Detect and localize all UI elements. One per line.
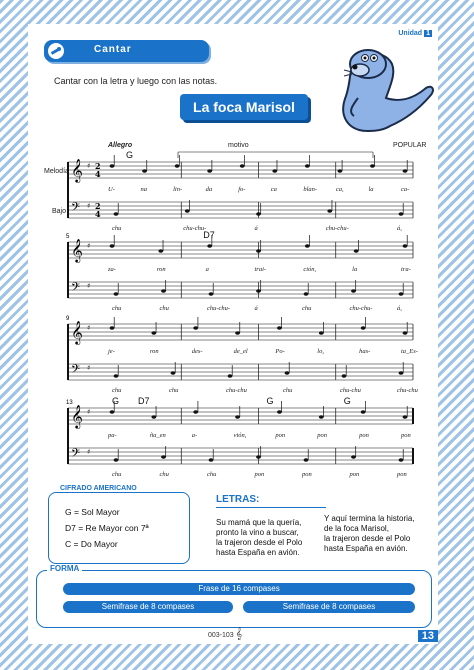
bass-lyric: chu — [112, 387, 122, 394]
time-signature-top: 2 — [95, 201, 101, 211]
melody-note — [193, 410, 198, 414]
melody-lyric: pon — [401, 432, 411, 439]
bass-lyric: chu-chu — [340, 387, 361, 394]
bass-note — [161, 289, 166, 293]
bass-lyric: chu-chu- — [207, 305, 231, 312]
melody-note — [403, 169, 408, 173]
melody-lyric: ca — [270, 186, 277, 193]
bass-clef: 𝄢 — [71, 281, 81, 297]
chord-symbol: D7 — [138, 396, 150, 406]
melody-lyric: pon — [275, 432, 286, 439]
bass-clef: 𝄢 — [71, 201, 81, 217]
melody-lyric: lin- — [173, 186, 183, 193]
melody-lyric: des- — [191, 348, 203, 355]
unit-number: 1 — [426, 30, 430, 37]
bass-lyric: chu — [283, 387, 293, 394]
bass-lyric: chu-chu — [226, 387, 247, 394]
instruction-text: Cantar con la letra y luego con las notas. — [54, 76, 218, 86]
bass-note — [114, 292, 119, 296]
treble-clef-icon: 𝄞 — [235, 628, 243, 640]
melody-note — [337, 169, 342, 173]
bass-lyric: chu-chu — [397, 387, 418, 394]
measure-number: 13 — [66, 400, 73, 406]
melody-note — [272, 169, 277, 173]
melody-lyric: fo- — [238, 186, 246, 193]
score-systems — [66, 150, 419, 478]
melody-note — [110, 244, 115, 248]
bass-note — [228, 374, 233, 378]
lyrics-heading-underline — [216, 507, 326, 508]
melody-note — [110, 326, 115, 330]
section-title: Cantar — [94, 44, 132, 55]
melody-note — [256, 249, 261, 253]
semiphrase-bar-b: Semifrase de 8 compases — [243, 601, 415, 613]
bass-note — [114, 212, 119, 216]
treble-clef: 𝄞 — [71, 320, 83, 344]
bass-lyric: á, — [397, 225, 402, 232]
bass-clef: 𝄢 — [71, 363, 81, 379]
key-signature: ♯ — [87, 282, 91, 290]
measure-number: 5 — [66, 234, 70, 240]
bass-note — [351, 455, 356, 459]
lyrics-stanza-2 — [324, 514, 415, 554]
lyric-line: Su mamá que la quería, — [216, 518, 302, 527]
melody-note — [110, 164, 115, 168]
melody-note — [305, 244, 310, 248]
melody-lyric: da — [205, 186, 213, 193]
key-signature: ♯ — [87, 408, 91, 416]
melody-note — [240, 164, 245, 168]
lyric-line: pronto la vino a buscar, — [216, 528, 299, 537]
melody-lyric: za- — [108, 266, 116, 273]
key-signature: ♯ — [87, 448, 91, 456]
chord-symbol: D7 — [203, 230, 215, 240]
bass-lyric: chu-chu- — [349, 305, 373, 312]
treble-clef: 𝄞 — [71, 404, 83, 428]
melody-note — [319, 331, 324, 335]
melody-note — [305, 164, 310, 168]
semiphrase-bar-a: Semifrase de 8 compases — [63, 601, 233, 613]
bass-note — [256, 289, 261, 293]
melody-lyric: ca- — [401, 186, 410, 193]
melody-note — [277, 410, 282, 414]
melody-lyric: pon — [317, 432, 328, 439]
lyric-line: de la foca Marisol, — [324, 524, 389, 533]
bass-lyric: chu — [169, 387, 179, 394]
bass-lyric: pon — [254, 471, 265, 478]
bass-note — [209, 458, 214, 462]
melody-lyric: Po- — [275, 348, 285, 355]
seal-illustration — [308, 36, 438, 136]
unit-label: Unidad — [398, 30, 423, 37]
melody-lyric: has- — [359, 348, 371, 355]
melody-note — [403, 415, 408, 419]
bass-note — [161, 455, 166, 459]
music-score — [28, 134, 438, 482]
page-number: 13 — [418, 630, 438, 642]
melody-lyric: vión, — [233, 432, 247, 439]
lyric-line: hasta España en avión. — [324, 544, 408, 553]
bass-lyric: chu — [302, 305, 312, 312]
bass-note — [256, 212, 261, 216]
melody-note — [142, 169, 147, 173]
melody-lyric: je- — [108, 348, 115, 355]
chord-legend — [48, 485, 190, 564]
melody-lyric: a — [205, 266, 209, 273]
chord-symbol: G — [112, 396, 120, 406]
bass-note — [342, 374, 347, 378]
melody-note — [207, 169, 212, 173]
footer-code-text: 003-103 — [208, 632, 234, 639]
melody-note — [319, 415, 324, 419]
bass-note — [171, 371, 176, 375]
melody-note — [235, 331, 240, 335]
bass-note — [327, 209, 332, 213]
bass-lyric: chu-chu- — [183, 225, 207, 232]
bass-lyric: chu-chu- — [325, 225, 349, 232]
melody-note — [370, 164, 375, 168]
chord-legend-item: G = Sol Mayor — [65, 507, 120, 517]
melody-note — [151, 331, 156, 335]
measure-number: 9 — [66, 316, 70, 322]
melody-lyric: na — [140, 186, 148, 193]
melody-lyric: ca, — [335, 186, 344, 193]
melody-label: Melodía — [44, 168, 69, 175]
key-signature: ♯ — [87, 324, 91, 332]
footer-code — [208, 628, 242, 641]
melody-lyric: ron — [156, 266, 166, 273]
form-section — [36, 564, 432, 628]
melody-lyric: de_el — [233, 348, 248, 355]
treble-clef: 𝄞 — [71, 158, 83, 182]
melody-note — [235, 415, 240, 419]
bass-lyric: á — [254, 225, 258, 232]
bass-lyric: chu — [159, 471, 169, 478]
chord-symbol: G — [266, 396, 274, 406]
melody-note — [110, 410, 115, 414]
bass-lyric: chu — [112, 471, 122, 478]
tempo-marking: Allegro — [108, 142, 133, 149]
form-title: FORMA — [47, 564, 82, 573]
bass-note — [399, 212, 404, 216]
bass-note — [285, 371, 290, 375]
melody-lyric: ta_Es- — [401, 348, 418, 355]
melody-note — [403, 244, 408, 248]
melody-lyric: lo, — [317, 348, 324, 355]
melody-lyric: pa- — [108, 432, 117, 439]
bass-lyric: pon — [302, 471, 312, 478]
bass-lyric: chu — [112, 225, 122, 232]
phrase-bar: Frase de 16 compases — [63, 583, 415, 595]
bass-note — [399, 458, 404, 462]
melody-lyric: blan- — [303, 186, 318, 193]
lyrics-heading: LETRAS: — [216, 494, 260, 505]
lyrics-stanza-1 — [216, 518, 302, 558]
melody-lyric: trai- — [254, 266, 267, 273]
microphone-icon — [48, 43, 64, 59]
chord-legend-item: D7 = Re Mayor con 7ª — [65, 523, 149, 533]
melody-lyric: ña_en — [149, 432, 166, 439]
key-signature: ♯ — [87, 202, 91, 210]
melody-note — [158, 249, 163, 253]
treble-clef: 𝄞 — [71, 238, 83, 262]
chord-symbol: G — [343, 396, 351, 406]
melody-note — [175, 164, 180, 168]
time-signature-top: 2 — [95, 161, 101, 171]
lyric-line: hasta España en avión. — [216, 548, 300, 557]
time-signature-bottom: 4 — [95, 209, 101, 219]
bass-lyric: á, — [397, 305, 402, 312]
bass-label: Bajo — [52, 208, 67, 215]
bass-note — [114, 458, 119, 462]
chord-symbol: G — [126, 150, 134, 160]
bass-note — [256, 455, 261, 459]
chord-legend-item: C = Do Mayor — [65, 539, 118, 549]
bass-lyric: chu — [207, 471, 217, 478]
melody-lyric: U- — [108, 186, 115, 193]
lyric-line: Y aquí termina la historia, — [324, 514, 415, 523]
bass-note — [114, 374, 119, 378]
bass-note — [185, 209, 190, 213]
melody-lyric: a- — [191, 432, 198, 439]
bass-lyric: chu — [112, 305, 122, 312]
bass-note — [304, 292, 309, 296]
key-signature: ♯ — [87, 162, 91, 170]
bass-note — [399, 292, 404, 296]
melody-lyric: la — [352, 266, 358, 273]
key-signature: ♯ — [87, 364, 91, 372]
melody-lyric: tra- — [401, 266, 411, 273]
bass-lyric: chu — [159, 305, 169, 312]
melody-note — [403, 331, 408, 335]
melody-note — [277, 326, 282, 330]
bass-lyric: pon — [349, 471, 360, 478]
bass-note — [351, 289, 356, 293]
section-header — [44, 40, 209, 62]
melody-note — [361, 326, 366, 330]
melody-note — [361, 410, 366, 414]
bass-note — [209, 292, 214, 296]
lyric-line: la trajeron desde el Polo — [216, 538, 303, 547]
bass-note — [304, 458, 309, 462]
melody-lyric: pon — [359, 432, 369, 439]
melody-note — [193, 326, 198, 330]
bass-clef: 𝄢 — [71, 447, 81, 463]
song-title: La foca Marisol — [180, 94, 308, 120]
melody-note — [354, 249, 359, 253]
bass-note — [399, 371, 404, 375]
motive-label: motivo — [228, 142, 249, 149]
bass-lyric: pon — [397, 471, 407, 478]
melody-note — [151, 415, 156, 419]
workbook-page — [28, 24, 438, 644]
melody-note — [207, 244, 212, 248]
melody-lyric: la — [368, 186, 374, 193]
lyric-line: la trajeron desde el Polo — [324, 534, 411, 543]
melody-lyric: ción, — [303, 266, 317, 273]
source-label: POPULAR — [393, 142, 427, 149]
time-signature-bottom: 4 — [95, 169, 101, 179]
melody-lyric: ron — [149, 348, 159, 355]
chord-legend-title: CIFRADO AMERICANO — [57, 485, 140, 492]
key-signature: ♯ — [87, 242, 91, 250]
bass-lyric: á — [254, 305, 258, 312]
